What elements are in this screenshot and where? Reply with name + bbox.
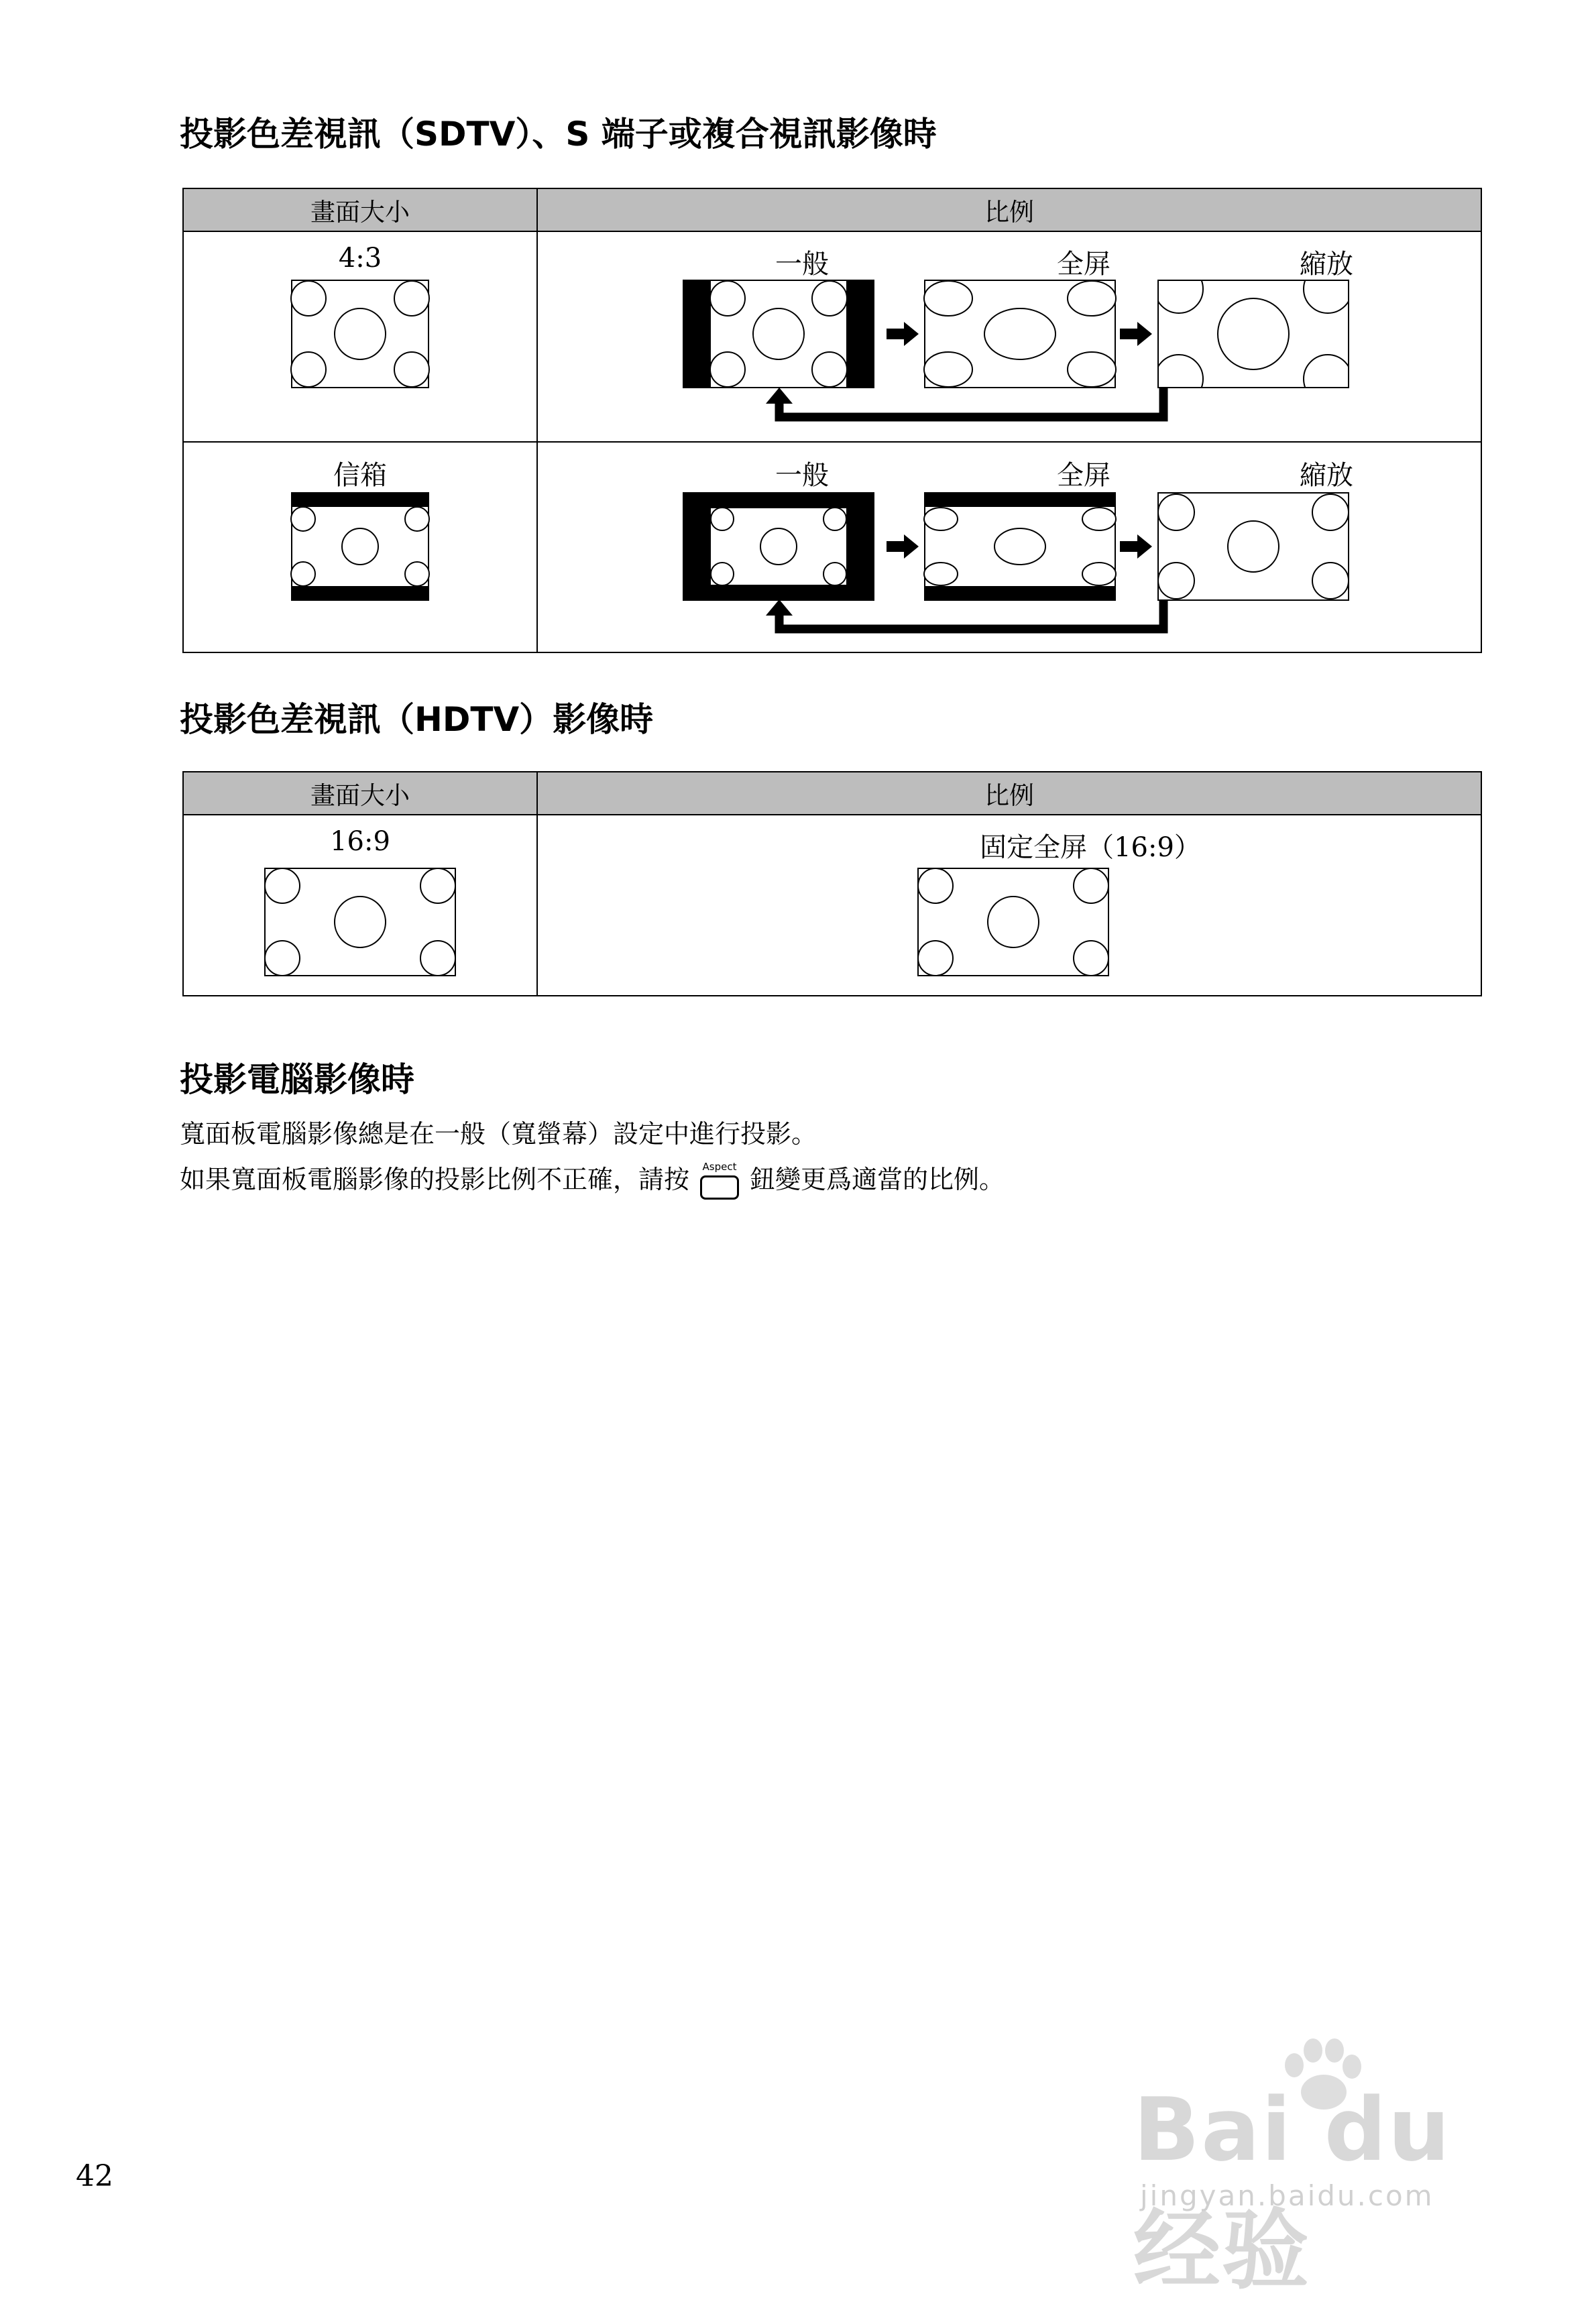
row1-full-screen (924, 280, 1116, 388)
row2-size-label: 信箱 (333, 460, 387, 491)
return-arrow-icon (766, 599, 1179, 638)
arrow-right-icon (1120, 534, 1152, 559)
arrow-right-icon (887, 322, 919, 346)
aspect-key-label: Aspect (702, 1160, 737, 1173)
section1-heading: 投影色差視訊（SDTV）、S 端子或複合視訊影像時 (180, 115, 937, 154)
paragraph-aspect-instruction (180, 1159, 1005, 1204)
row1-zoom-screen (1157, 280, 1349, 388)
row2-source-letterbox-screen (291, 492, 429, 601)
watermark-url: jingyan.baidu.com (1140, 2179, 1434, 2212)
row2-mode-full-label: 全屏 (1057, 460, 1110, 491)
hdtv-source-16-9-screen (264, 868, 456, 976)
hdtv-table (182, 771, 1482, 996)
col-header-ratio: 比例 (538, 189, 1481, 232)
row1-source-4-3-screen (291, 280, 429, 388)
arrow-right-icon (887, 534, 919, 559)
row2-mode-zoom-label: 縮放 (1300, 460, 1353, 491)
baidu-watermark (1133, 2038, 1509, 2301)
aspect-key-icon (696, 1161, 743, 1204)
return-arrow-icon (766, 388, 1179, 426)
row1-mode-full-label: 全屏 (1057, 249, 1110, 280)
col-header-screen-size: 畫面大小 (184, 189, 536, 232)
arrow-right-icon (1120, 322, 1152, 346)
row1-mode-normal-label: 一般 (775, 249, 829, 280)
section3-heading: 投影電腦影像時 (180, 1060, 414, 1099)
row1-size-label: 4:3 (338, 243, 382, 274)
watermark-brand: Bai du 经验 (1133, 2079, 1452, 2301)
hdtv-fixed-full-screen (917, 868, 1109, 976)
para2-text-after: 鈕變更爲適當的比例。 (750, 1165, 1005, 1194)
paragraph-widescreen-note: 寬面板電腦影像總是在一般（寬螢幕）設定中進行投影。 (180, 1119, 817, 1149)
hdtv-size-label: 16:9 (330, 826, 390, 857)
row2-zoom-screen (1157, 492, 1349, 601)
section2-heading: 投影色差視訊（HDTV）影像時 (180, 700, 654, 739)
col-header-screen-size: 畫面大小 (184, 772, 536, 815)
row1-normal-screen (683, 280, 874, 388)
sdtv-table (182, 188, 1482, 653)
row2-mode-normal-label: 一般 (775, 460, 829, 491)
row2-full-screen (924, 492, 1116, 601)
row1-mode-zoom-label: 縮放 (1300, 249, 1353, 280)
row2-normal-screen (683, 492, 874, 601)
para2-text-before: 如果寬面板電腦影像的投影比例不正確，請按 (180, 1165, 690, 1194)
hdtv-mode-label: 固定全屏（16:9） (980, 832, 1201, 863)
col-header-ratio: 比例 (538, 772, 1481, 815)
page-number: 42 (76, 2159, 113, 2193)
